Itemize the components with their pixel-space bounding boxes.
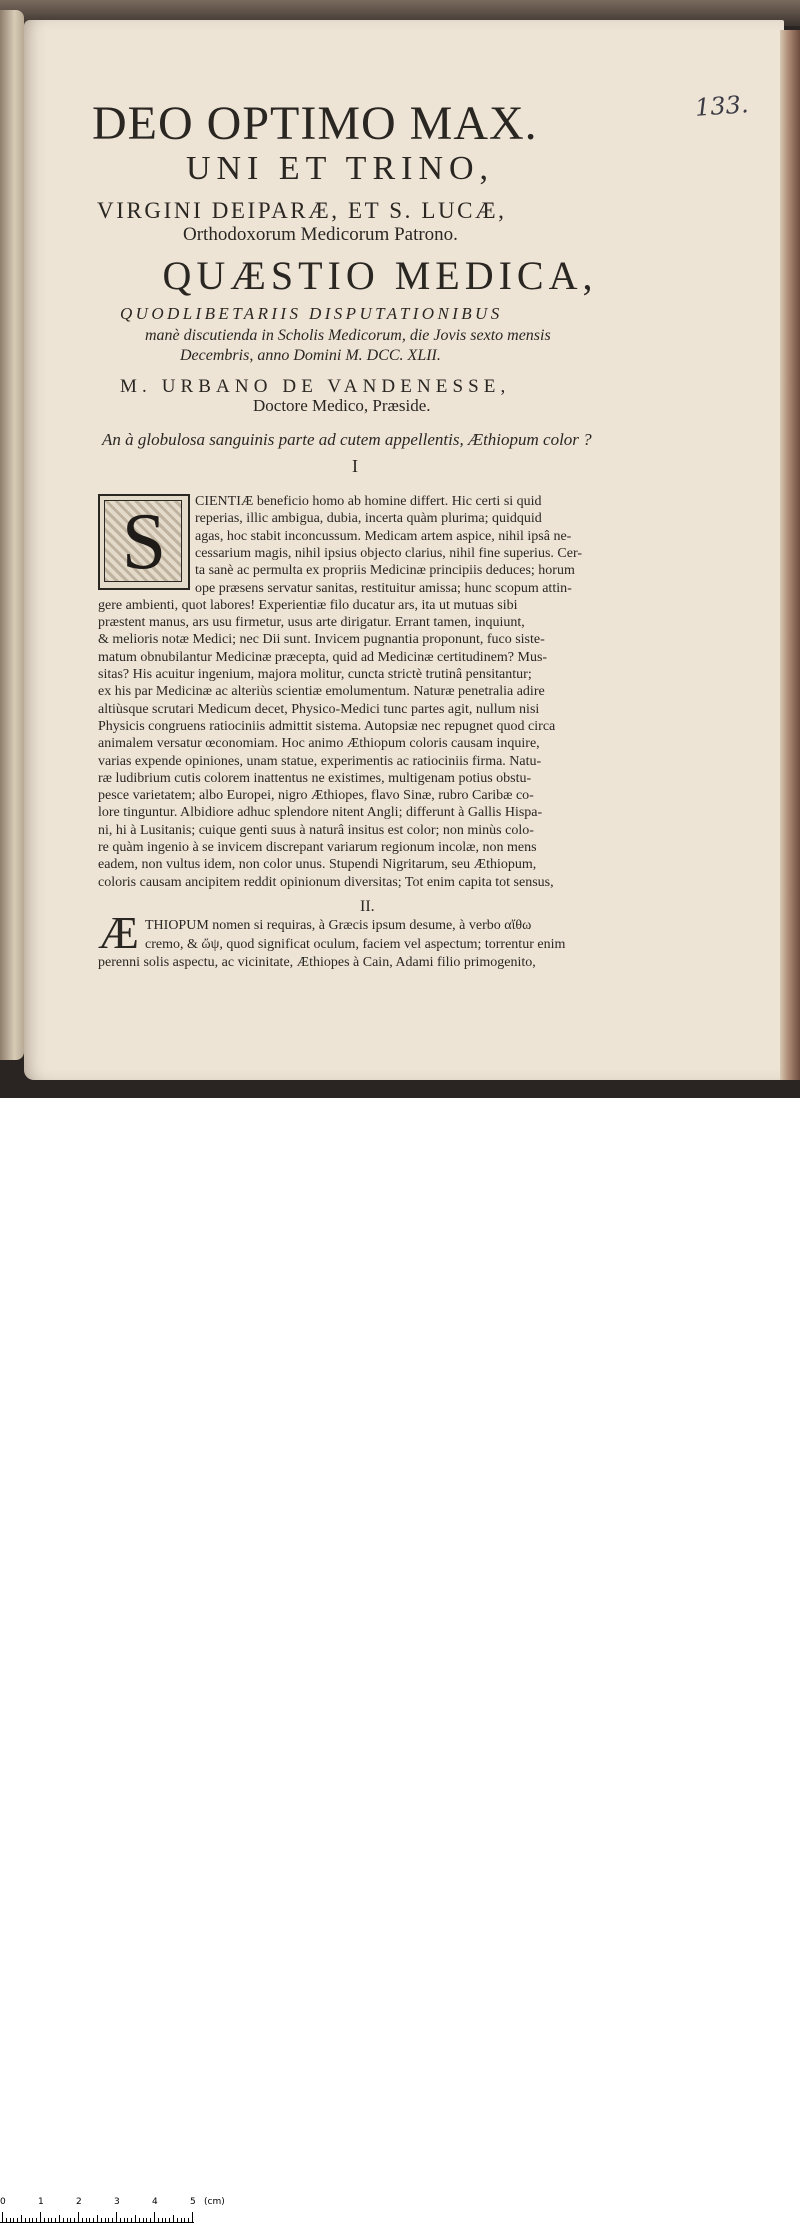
body-line: cremo, & ὤψ, quod significat oculum, faciem vel aspectum; torrentur enim xyxy=(145,936,566,952)
ruler-tick xyxy=(173,2215,174,2222)
ruler-tick xyxy=(17,2218,18,2222)
ruler-tick xyxy=(184,2218,185,2222)
decorated-initial xyxy=(98,494,190,590)
ruler-label: 3 xyxy=(114,2197,120,2207)
ruler-tick xyxy=(25,2218,26,2222)
ruler-label: 1 xyxy=(38,2197,44,2207)
ruler-tick xyxy=(112,2218,113,2222)
body-line: perenni solis aspectu, ac vicinitate, Æthiopes à Cain, Adami filio primogenito, xyxy=(98,955,536,970)
ruler-tick xyxy=(181,2218,182,2222)
section-2-initial: Æ xyxy=(98,907,139,958)
body-line: ni, hi à Lusitanis; cuique genti suus à naturâ insitus est color; non minùs colo- xyxy=(98,822,534,838)
ruler-tick xyxy=(154,2212,155,2222)
body-line: ope præsens servatur sanitas, restituitur amissa; hunc scopum attin- xyxy=(195,580,572,596)
ruler-tick xyxy=(146,2218,147,2222)
ruler-tick xyxy=(124,2218,125,2222)
ruler-tick xyxy=(29,2218,30,2222)
ruler-tick xyxy=(93,2218,94,2222)
ruler-tick xyxy=(188,2218,189,2222)
ruler-label: 0 xyxy=(0,2197,6,2207)
ruler-tick xyxy=(59,2215,60,2222)
praeses-title: Doctore Medico, Præside. xyxy=(253,396,431,415)
body-line: gere ambienti, quot labores! Experientiæ filo ducatur ars, ita ut mutuas sibi xyxy=(98,597,518,613)
title-line-4: Orthodoxorum Medicorum Patrono. xyxy=(183,224,458,245)
ruler-tick xyxy=(139,2218,140,2222)
ruler-tick xyxy=(116,2212,117,2222)
ruler-tick xyxy=(40,2212,41,2222)
body-line: THIOPUM nomen si requiras, à Græcis ipsum desume, à verbo αἴθω xyxy=(145,918,532,933)
body-line: & melioris notæ Medici; nec Dii sunt. Invicem pugnantia proponunt, fuco siste- xyxy=(98,632,545,648)
title-line-3: VIRGINI DEIPARÆ, ET S. LUCÆ, xyxy=(97,198,507,223)
scanned-page xyxy=(0,0,800,1098)
title-quaestio: QUÆSTIO MEDICA, xyxy=(162,253,598,298)
body-line: ræ ludibrium cutis colorem inattentus ne existimes, multigenam potius obstu- xyxy=(98,770,532,786)
ruler-tick xyxy=(70,2218,71,2222)
title-line-2: UNI ET TRINO, xyxy=(185,150,495,187)
body-line: Physicis congruens ratiociniis admittit sistema. Autopsiæ nec repugnet quod circa xyxy=(98,718,556,734)
ruler-tick xyxy=(101,2218,102,2222)
ruler-tick xyxy=(2,2212,3,2222)
body-line: varias expende opiniones, unam statue, experimentis ac ratiociniis firma. Natu- xyxy=(98,753,542,769)
body-line: altiùsque scrutari Medicum decet, Physico-Medici tunc partes agit, nullum nisi xyxy=(98,701,540,717)
title-line-7: manè discutienda in Scholis Medicorum, die Jovis sexto mensis xyxy=(145,327,551,344)
ruler-tick xyxy=(108,2218,109,2222)
question-line: An à globulosa sanguinis parte ad cutem appellentis, Æthiopum color ? xyxy=(102,430,592,449)
body-line: sitas? His acuitur ingenium, majora molitur, cuncta strictè trutinâ pensitantur; xyxy=(98,667,532,682)
ruler-tick xyxy=(10,2218,11,2222)
body-line: lore tinguntur. Albidiore adhuc splendore nitent Angli; differunt à Gallis Hispa- xyxy=(98,805,543,821)
ruler-tick xyxy=(150,2218,151,2222)
body-line: præstent manus, ars usu firmetur, usus arte dirigatur. Errant tamen, inquiunt, xyxy=(98,615,525,631)
ruler-label: 5 xyxy=(190,2197,196,2207)
title-line-8: Decembris, anno Domini M. DCC. XLII. xyxy=(180,347,441,364)
ruler-label: 4 xyxy=(152,2197,158,2207)
ruler-tick xyxy=(127,2218,128,2222)
ruler-label: 2 xyxy=(76,2197,82,2207)
body-line: cessarium magis, nihil ipsius objecto clarius, nihil fine superius. Cer- xyxy=(195,545,582,561)
scale-ruler xyxy=(0,1098,800,2207)
ruler-tick xyxy=(105,2218,106,2222)
ruler-tick xyxy=(82,2218,83,2222)
body-line: animalem versatur œconomiam. Hoc animo Æthiopum coloris causam inquire, xyxy=(98,736,540,752)
ruler-tick xyxy=(192,2212,193,2222)
left-page-edge xyxy=(0,10,24,1060)
ruler-tick xyxy=(13,2218,14,2222)
ruler-label: (cm) xyxy=(204,2197,225,2207)
body-line: matum obnubilantur Medicinæ præcepta, quid ad Medicinæ certitudinem? Mus- xyxy=(98,649,548,665)
ruler-tick xyxy=(74,2218,75,2222)
body-line: CIENTIÆ beneficio homo ab homine differt. Hic certi si quid xyxy=(195,494,542,509)
ruler-tick xyxy=(55,2218,56,2222)
ruler-tick xyxy=(120,2218,121,2222)
ruler-tick xyxy=(36,2218,37,2222)
ruler-tick xyxy=(97,2215,98,2222)
right-page-edge xyxy=(780,30,800,1080)
ruler-tick xyxy=(89,2218,90,2222)
ruler-tick xyxy=(51,2218,52,2222)
ruler-tick xyxy=(169,2218,170,2222)
section-1-numeral: I xyxy=(352,456,358,476)
body-line: re quàm ingenio à se invicem discrepant variarum regionum incolæ, non mens xyxy=(98,840,537,855)
body-line: eadem, non vultus idem, non color unus. Stupendi Nigritarum, seu Æthiopum, xyxy=(98,857,537,873)
folio-number: 133. xyxy=(694,90,750,122)
ruler-tick xyxy=(48,2218,49,2222)
ruler-tick xyxy=(63,2218,64,2222)
body-line: coloris causam ancipitem reddit opinionum diversitas; Tot enim capita tot sensus, xyxy=(98,874,554,890)
ruler-tick xyxy=(165,2218,166,2222)
body-line: agas, hoc stabit inconcussum. Medicam artem aspice, nihil ipsâ ne- xyxy=(195,528,572,544)
body-line: pesce varietatem; albo Europei, nigro Æthiopes, flavo Sinæ, rubro Caribæ co- xyxy=(98,788,534,804)
ruler-tick xyxy=(32,2218,33,2222)
ruler-tick xyxy=(143,2218,144,2222)
ruler-tick xyxy=(131,2218,132,2222)
title-line-1: DEO OPTIMO MAX. xyxy=(92,97,538,150)
ruler-tick xyxy=(21,2215,22,2222)
ruler-tick xyxy=(67,2218,68,2222)
body-line: ex his par Medicinæ ac alteriùs scientiæ emolumentum. Naturæ penetralia adire xyxy=(98,684,545,700)
ruler-tick xyxy=(162,2218,163,2222)
initial-letter: S xyxy=(121,498,167,586)
ruler-tick xyxy=(78,2212,79,2222)
ruler-tick xyxy=(158,2218,159,2222)
ruler-tick xyxy=(86,2218,87,2222)
title-line-6: QUODLIBETARIIS DISPUTATIONIBUS xyxy=(120,304,503,323)
ruler-tick xyxy=(177,2218,178,2222)
ruler-tick xyxy=(6,2218,7,2222)
ruler-tick xyxy=(135,2215,136,2222)
praeses-name: M. URBANO DE VANDENESSE, xyxy=(120,376,511,397)
body-line: ta sanè ac permulta ex propriis Medicinæ principiis deduces; horum xyxy=(195,563,575,579)
section-2-numeral: II. xyxy=(360,898,375,915)
ruler-tick xyxy=(44,2218,45,2222)
body-line: reperias, illic ambigua, dubia, incerta quàm plurima; quidquid xyxy=(195,511,542,527)
